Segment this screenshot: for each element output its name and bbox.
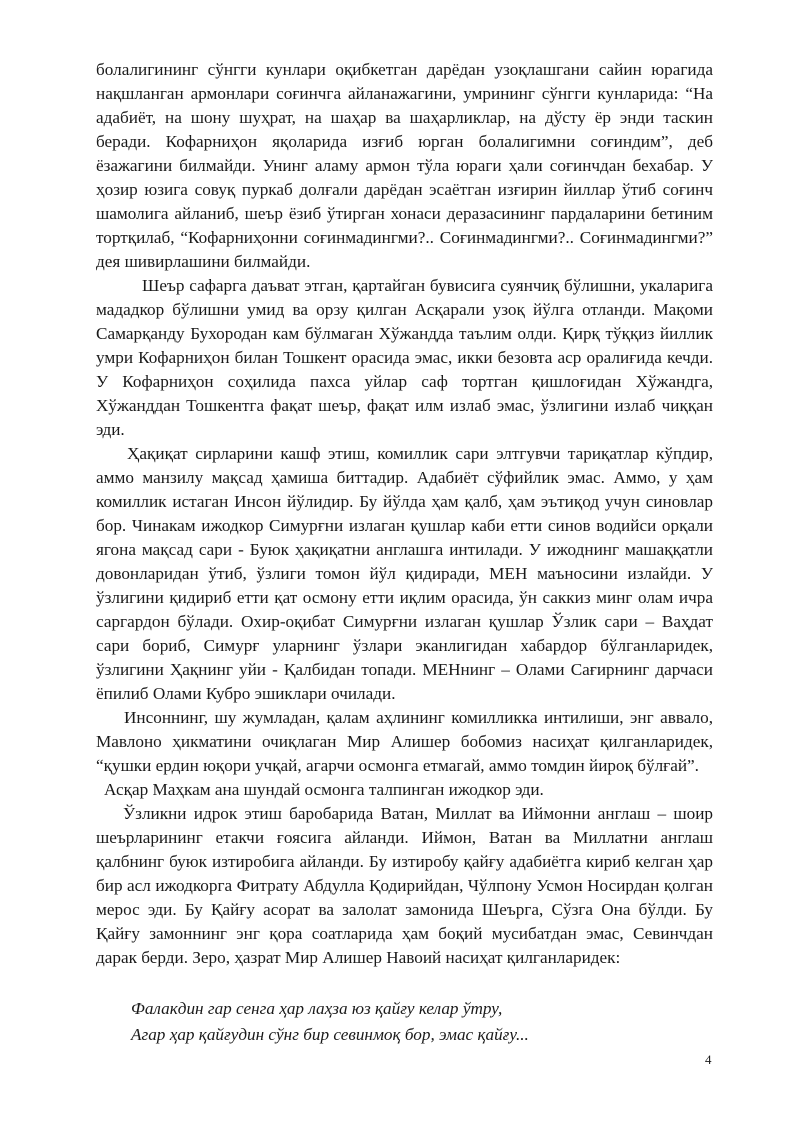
paragraph-1: болалигининг сўнгги кунлари оқибкетган дарёдан узоқлашгани сайин юрагида нақшланган армонлари соғинчга айланажагини, умрининг сўнгги кунларида: “На адабиёт, на шону шуҳрат, на шаҳар ва шаҳарликлар, на дўсту ёр энди таскин беради. Кофарниҳон яқоларида изғиб юрган болалигимни соғиндим”, деб ёзажагини билмайди. Унинг аламу армон тўла юраги ҳали соғинчдан бехабар. У ҳозир юзига совуқ пуркаб долғали дарёдан эсаётган изғирин йиллар ўтиб соғинч шамолига айланиб, шеър ёзиб ўтирган хонаси деразасининг пардаларини бетиним тортқилаб, “Кофарниҳонни соғинмадингми?.. Соғинмадингми?.. Соғинмадингми?” дея шивирлашини билмайди.: [96, 60, 713, 271]
verse-line-2: Агар ҳар қайғудин сўнг бир севинмоқ бор, эмас қайғу...: [131, 1025, 529, 1044]
verse-line-1: Фалакдин гар сенга ҳар лаҳза юз қайғу келар ўтру,: [131, 999, 503, 1018]
paragraph-4: Инсоннинг, шу жумладан, қалам аҳлининг комилликка интилиши, энг аввало, Мавлоно ҳикматини очиқлаган Мир Алишер бобомиз насиҳат қилганларидек, “қушки ердин юқори учқай, агарчи осмонга етмагай, аммо томдин йироқ бўлғай”.: [96, 708, 713, 775]
paragraph-5: Асқар Маҳкам ана шундай осмонга талпинган ижодкор эди.: [104, 780, 544, 799]
verse-quote: [131, 996, 529, 1048]
paragraph-2: Шеър сафарга даъват этган, қартайган бувисига суянчиқ бўлишни, укаларига мададкор бўлишни умид ва орзу қилган Асқарали узоқ йўлга отланди. Мақоми Самарқанду Бухородан кам бўлмаган Хўжандда таълим олди. Қирқ тўққиз йиллик умри Кофарниҳон билан Тошкент орасида эмас, икки безовта аср оралиғида кечди. У Кофарниҳон соҳилида пахса уйлар саф тортган қишлоғидан Хўжандга, Хўжанддан Тошкентга фақат шеър, фақат илм излаб эмас, ўзлигини излаб чиққан эди.: [96, 276, 713, 439]
document-body: [96, 58, 713, 970]
paragraph-3: Ҳақиқат сирларини кашф этиш, комиллик сари элтгувчи тариқатлар кўпдир, аммо манзилу мақсад ҳамиша биттадир. Адабиёт сўфийлик эмас. Аммо, у ҳам комиллик истаган Инсон йўлидир. Бу йўлда ҳам қалб, ҳам эътиқод учун синовлар бор. Чинакам ижодкор Симурғни излаган қушлар каби етти синов водийси орқали ягона мақсад сари - Буюк ҳақиқатни англашга интилади. У ижоднинг машаққатли довонларидан ўтиб, ўзлиги томон йўл қидиради, МЕН маъносини излайди. У ўзлигини қидириб етти қат осмону етти иқлим орасида, ўн саккиз минг олам ичра саргардон бўлади. Охир-оқибат Симурғни излаган қушлар Ўзлик сари – Ваҳдат сари бориб, Симурғ уларнинг ўзлари эканлигидан хабардор бўлганларидек, ўзлигини Ҳақнинг уйи - Қалбидан топади. МЕНнинг – Олами Сағирнинг дарчаси ёпилиб Олами Кубро эшиклари очилади.: [96, 444, 713, 703]
paragraph-6: Ўзликни идрок этиш баробарида Ватан, Миллат ва Иймонни англаш – шоир шеърларининг етакчи ғоясига айланди. Иймон, Ватан ва Миллатни англаш қалбнинг буюк изтиробига айланди. Бу изтиробу қайғу адабиётга кириб келган ҳар бир асл ижодкорга Фитрату Абдулла Қодирийдан, Чўлпону Усмон Носирдан қолган мерос эди. Бу Қайғу асорат ва залолат замонида Шеърга, Сўзга Она бўлди. Бу Қайғу замоннинг энг қора соатларида ҳам боқий мусибатдан эмас, Севинчдан дарак берди. Зеро, ҳазрат Мир Алишер Навоий насиҳат қилганларидек:: [96, 804, 713, 967]
page-number: 4: [705, 1052, 712, 1067]
